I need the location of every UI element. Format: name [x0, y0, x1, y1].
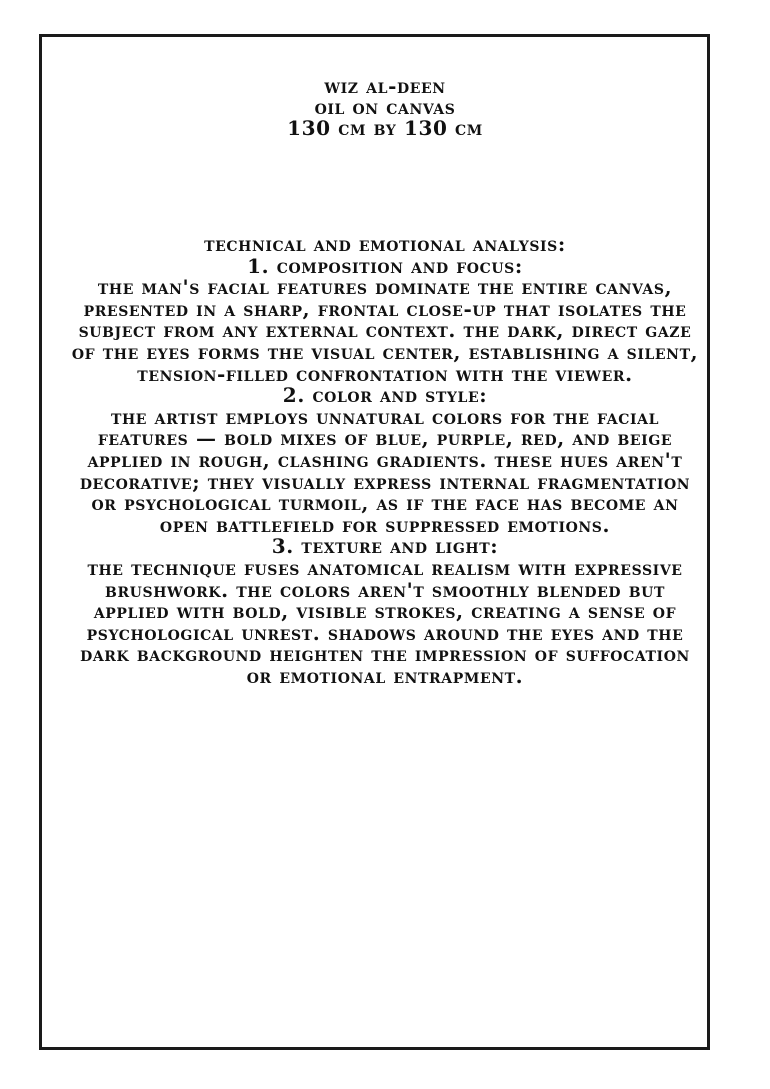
section-title-color: 2. color and style:: [282, 383, 488, 408]
artwork-header: [0, 76, 770, 139]
section-title-texture: 3. texture and light:: [271, 534, 499, 559]
section-text-color: the artist employs unnatural colors for the facial features — bold mixes of blue, purple, red, and beige applied in rough, clashing gradients. these hues aren't decorative; they visually express internal fragmentation or psychological turmoil, as if the face has become an open battlefield for suppressed emotions.: [79, 404, 691, 537]
analysis-block: [70, 234, 700, 687]
section-text-composition: the man's facial features dominate the entire canvas, presented in a sharp, frontal close-up that isolates the subject from any external context. the dark, direct gaze of the eyes forms the visual center, establishing a silent, tension-filled confrontation with the viewer.: [71, 275, 699, 386]
artist-name: wiz al-deen: [324, 74, 446, 98]
analysis-heading: technical and emotional analysis:: [204, 232, 566, 256]
section-title-composition: 1. composition and focus:: [247, 253, 523, 278]
artwork-medium: oil on canvas: [314, 95, 456, 119]
artwork-dimensions: 130 cm by 130 cm: [287, 116, 483, 140]
section-text-texture: the technique fuses anatomical realism with expressive brushwork. the colors aren't smoothly blended but applied with bold, visible strokes, creating a sense of psychological unrest. shadows around the eyes and the dark background heighten the impression of suffocation or emotional entrapment.: [80, 555, 690, 688]
